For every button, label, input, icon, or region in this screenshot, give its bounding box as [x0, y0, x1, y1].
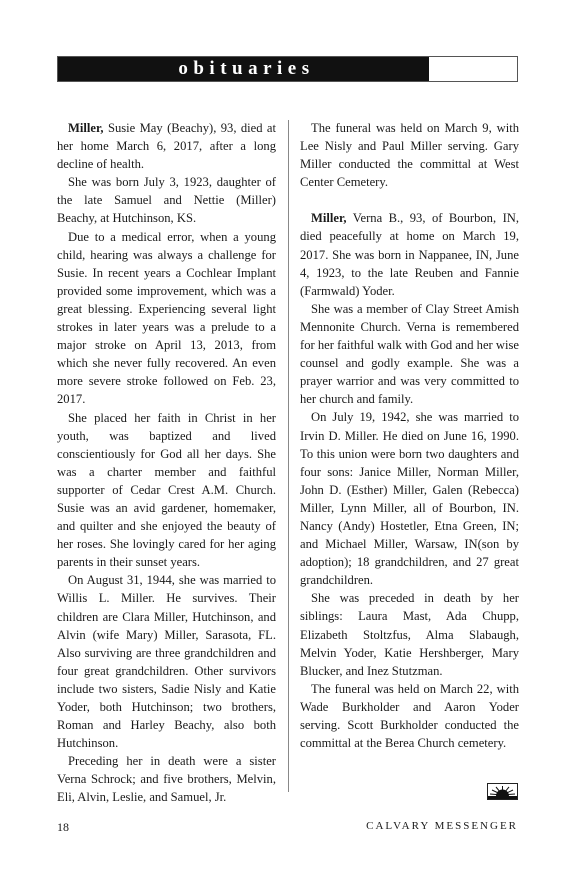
section-banner [57, 56, 518, 82]
paragraph: She placed her faith in Christ in her youth, was baptized and lived conscientiously for God all her days. She was a charter member and faithful supporter of Cedar Crest A.M. Church. Susie was an avid gardener, homemaker, and quilter and she enjoyed the beauty of her roses. She lovingly cared for her aging parents in their sunset years. [57, 410, 276, 570]
paragraph: Preceding her in death were a sister Verna Schrock; and five brothers, Melvin, Eli, Alvin, Leslie, and Samuel, Jr. [57, 754, 276, 805]
paragraph: Due to a medical error, when a young child, hearing was always a challenge for Susie. In recent years a Cochlear Implant provided some improvement, which was a great blessing. Experiencing several light strokes in later years was a prelude to a major stroke on April 13, 2013, from which she never fully recovered. An even more severe stroke followed on Feb. 23, 2017. [57, 229, 276, 407]
paragraph: She was preceded in death by her siblings: Laura Mast, Ada Chupp, Elizabeth Stoltzfus, Alma Slabaugh, Melvin Yoder, Katie Hershberger, Mary Blucker, and Inez Stutzman. [300, 591, 519, 678]
paragraph: On July 19, 1942, she was married to Irvin D. Miller. He died on June 16, 1990. To this union were born two daughters and four sons: Janice Miller, Norman Miller, John D. (Esther) Miller, Galen (Rebecca) Miller, Lynn Miller, all of Bourbon, IN. Nancy (Andy) Hostetler, Etna Green, IN; and Michael Miller, Warsaw, IN(son by adoption); 18 grandchildren, and 27 great grandchildren. [300, 410, 519, 588]
sunrise-icon [487, 783, 518, 800]
paragraph: The funeral was held on March 9, with Lee Nisly and Paul Miller serving. Gary Miller conducted the committal at West Center Cemetery. [300, 121, 519, 190]
surname: Miller, [68, 121, 104, 135]
publication-title: CALVARY MESSENGER [366, 820, 518, 832]
page-number: 18 [57, 820, 69, 834]
paragraph: On August 31, 1944, she was married to Willis L. Miller. He survives. Their children are Clara Miller, Hutchinson, and Alvin (wife Mary) Miller, Sarasota, FL. Also surviving are three grandchildren and four great grandchildren. Other survivors include two sisters, Sadie Nisly and Katie Yoder, both Hutchinson; two brothers, Roman and Harley Beachy, also both Hutchinson. [57, 573, 276, 751]
surname: Miller, [311, 211, 347, 226]
paragraph: The funeral was held on March 22, with Wade Burkholder and Aaron Yoder serving. Scott Burkholder conducted the committal at the Berea Church cemetery. [300, 681, 519, 751]
paragraph: She was born July 3, 1923, daughter of the late Samuel and Nettie (Miller) Beachy, at Hutchinson, KS. [57, 175, 276, 226]
obituary-verna-intro: Miller, Verna B., 93, of Bourbon, IN, died peacefully at home on March 19, 2017. She was born in Nappanee, IN, June 4, 1923, to the late Reuben and Fannie (Farmwald) Yoder. [300, 211, 519, 298]
column-divider [288, 120, 289, 792]
right-column [300, 119, 519, 752]
section-title: obituaries [58, 57, 429, 81]
obituary-susie-intro: Miller, Susie May (Beachy), 93, died at her home March 6, 2017, after a long decline of health. [57, 121, 276, 172]
left-column [57, 119, 276, 807]
paragraph: She was a member of Clay Street Amish Mennonite Church. Verna is remembered for her faithful walk with God and her wise counsel and godly example. She was a prayer warrior and was very committed to her church and family. [300, 301, 519, 407]
